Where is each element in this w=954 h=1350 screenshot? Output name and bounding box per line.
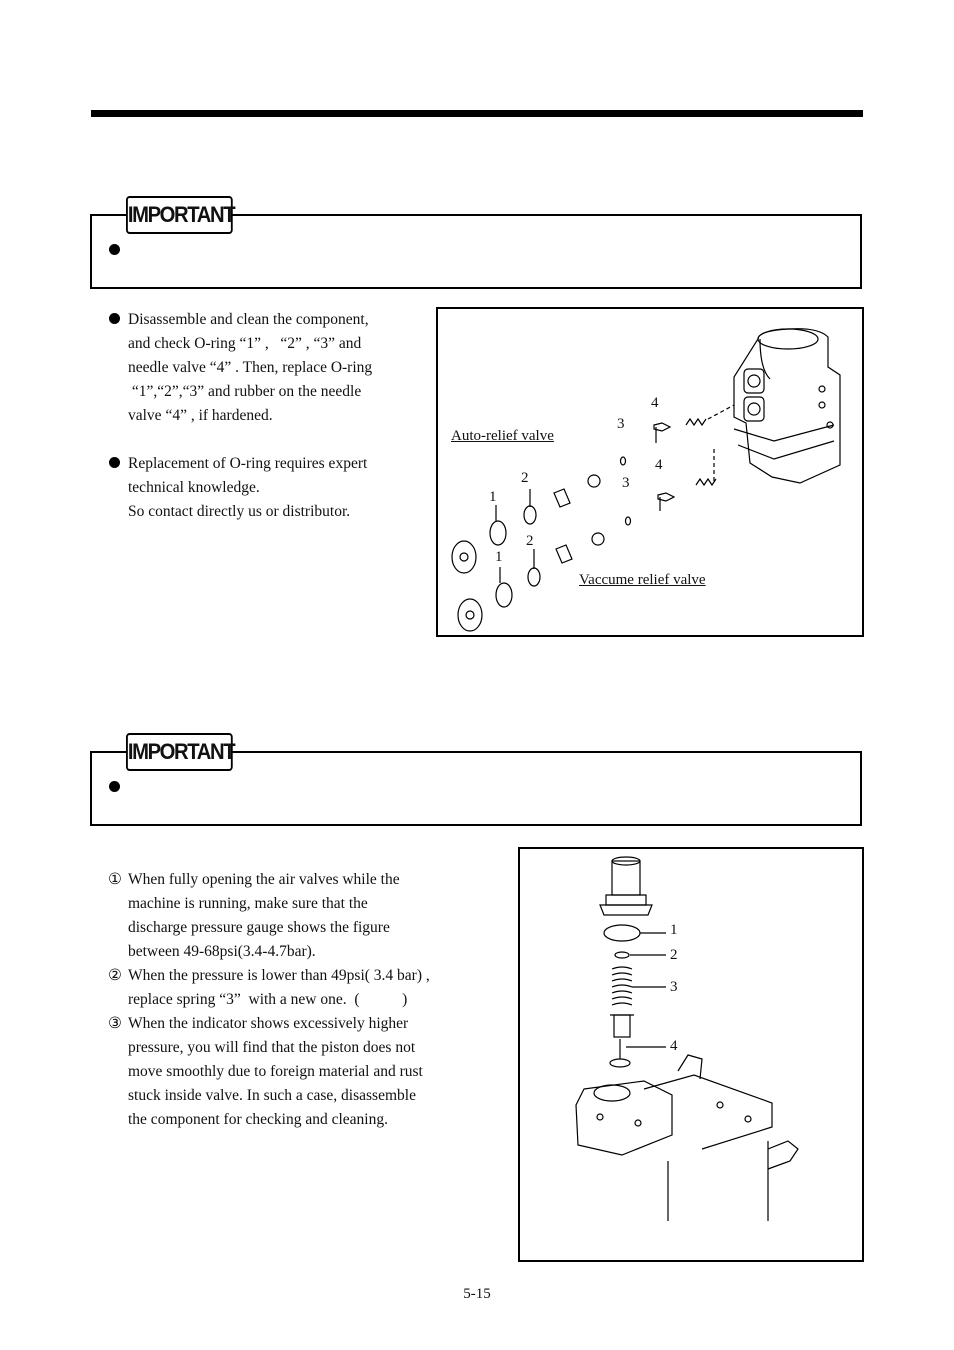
text-line: “1”,“2”,“3” and rubber on the needle (128, 383, 362, 400)
header-rule (91, 110, 863, 117)
step-marker: ③ (108, 1015, 122, 1032)
callout-2: 2 (526, 533, 534, 549)
bullet-dot (109, 781, 120, 792)
text-line: between 49-68psi(3.4-4.7bar). (128, 943, 316, 960)
pressure-valve-drawing (520, 849, 862, 1260)
text-line: needle valve “4” . Then, replace O-ring (128, 359, 373, 376)
text-line: Disassemble and clean the component, (128, 311, 369, 328)
section1-bullet1 (128, 308, 418, 428)
text-line: replace spring “3” with a new one. ( ) (128, 991, 408, 1008)
text-line: machine is running, make sure that the (128, 895, 368, 912)
callout-4: 4 (651, 395, 659, 411)
pressure-valve-figure (518, 847, 864, 1262)
text-line: and check O-ring “1” , “2” , “3” and (128, 335, 362, 352)
text-line: When the pressure is lower than 49psi( 3.4 bar) , (128, 967, 430, 984)
section1-bullet2 (128, 452, 418, 524)
callout-1: 1 (495, 549, 503, 565)
callout-4: 4 (670, 1038, 678, 1054)
callout-4: 4 (655, 457, 663, 473)
step-2 (108, 964, 502, 1012)
callout-3: 3 (622, 475, 630, 491)
vacuum-relief-valve-label: Vaccume relief valve (579, 572, 706, 588)
step-marker: ② (108, 967, 122, 984)
text-line: When fully opening the air valves while the (128, 871, 400, 888)
callout-1: 1 (670, 922, 678, 938)
auto-relief-valve-label: Auto-relief valve (451, 428, 554, 444)
important-badge-2: IMPORTANT (126, 733, 233, 771)
text-line: pressure, you will find that the piston does not (128, 1039, 416, 1056)
callout-3: 3 (670, 979, 678, 995)
callout-1: 1 (489, 489, 497, 505)
text-line: move smoothly due to foreign material and rust (128, 1063, 423, 1080)
step-1 (108, 868, 502, 964)
callout-2: 2 (521, 470, 529, 486)
text-line: Replacement of O-ring requires expert (128, 455, 368, 472)
callout-2: 2 (670, 947, 678, 963)
text-line: discharge pressure gauge shows the figure (128, 919, 390, 936)
text-line: valve “4” , if hardened. (128, 407, 273, 424)
text-line: When the indicator shows excessively higher (128, 1015, 409, 1032)
section2-steps (108, 868, 502, 1132)
page-number: 5-15 (463, 1286, 491, 1302)
text-line: the component for checking and cleaning. (128, 1111, 388, 1128)
important-badge-1: IMPORTANT (126, 196, 233, 234)
relief-valve-figure (436, 307, 864, 637)
callout-3: 3 (617, 416, 625, 432)
step-marker: ① (108, 871, 122, 888)
bullet-dot (109, 457, 120, 468)
bullet-dot (109, 244, 120, 255)
text-line: technical knowledge. (128, 479, 260, 496)
bullet-dot (109, 313, 120, 324)
step-3 (108, 1012, 502, 1132)
text-line: stuck inside valve. In such a case, disassemble (128, 1087, 416, 1104)
text-line: So contact directly us or distributor. (128, 503, 351, 520)
